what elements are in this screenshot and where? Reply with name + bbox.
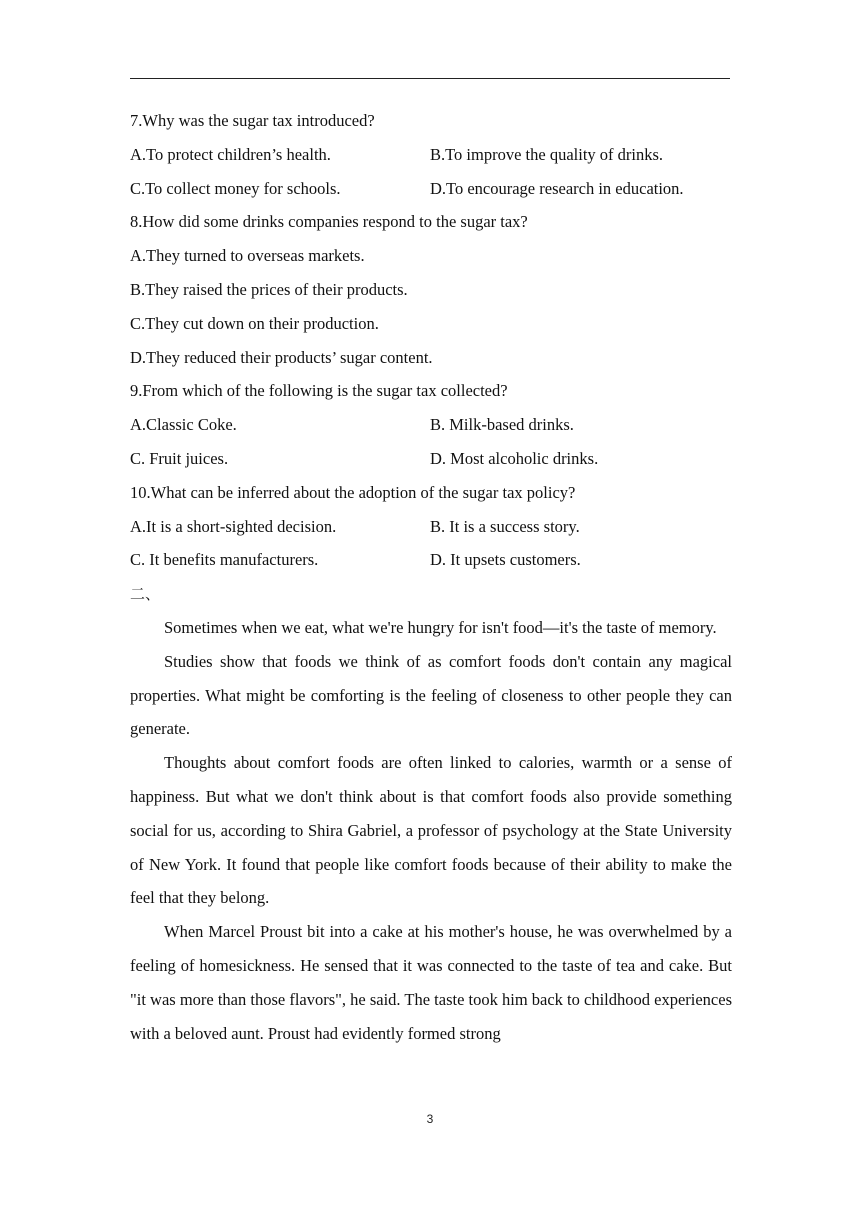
- question-7-stem: 7.Why was the sugar tax introduced?: [130, 111, 375, 130]
- question-10-stem: 10.What can be inferred about the adoption of the sugar tax policy?: [130, 482, 576, 502]
- option-c: C.To collect money for schools.: [130, 178, 341, 198]
- question-10-options-row-2: [130, 549, 732, 583]
- option-a: A.Classic Coke.: [130, 415, 237, 435]
- option-a: A.To protect children’s health.: [130, 144, 331, 164]
- option-b: B. It is a success story.: [430, 516, 580, 536]
- header-rule: [130, 78, 730, 79]
- question-7-options-row-1: [130, 144, 732, 178]
- question-9-stem: 9.From which of the following is the sugar tax collected?: [130, 381, 508, 401]
- option-d: D.To encourage research in education.: [430, 178, 684, 198]
- passage-paragraph: Studies show that foods we think of as comfort foods don't contain any magical properties. What might be comforting is the feeling of closeness to other people they can generate.: [130, 651, 732, 739]
- option-c: C. It benefits manufacturers.: [130, 550, 319, 570]
- option-a: A.It is a short-sighted decision.: [130, 516, 337, 536]
- page-number: 3: [426, 1112, 434, 1126]
- question-9-options-row-1: [130, 414, 732, 448]
- option-d: D.They reduced their products’ sugar content.: [130, 347, 433, 367]
- option-a: A.They turned to overseas markets.: [130, 246, 365, 266]
- option-b: B.They raised the prices of their products.: [130, 279, 408, 299]
- question-10-options-row-1: [130, 516, 732, 550]
- passage-paragraph: Thoughts about comfort foods are often linked to calories, warmth or a sense of happiness. But what we don't think about is that comfort foods also provide something social for us, according to Shira Gabriel, a professor of psychology at the State University of New York. It found that people like comfort foods because of their ability to make the feel that they belong.: [130, 753, 732, 908]
- option-c: C.They cut down on their production.: [130, 313, 379, 333]
- passage-paragraph: When Marcel Proust bit into a cake at his mother's house, he was overwhelmed by a feeling of homesickness. He sensed that it was connected to the taste of tea and cake. But "it was more than those flavors", he said. The taste took him back to childhood experiences with a beloved aunt. Proust had evidently formed strong: [130, 922, 732, 1043]
- page-content: [130, 110, 732, 1050]
- option-b: B. Milk-based drinks.: [430, 415, 574, 435]
- option-b: B.To improve the quality of drinks.: [430, 144, 664, 164]
- option-c: C. Fruit juices.: [130, 448, 229, 468]
- question-7-options-row-2: [130, 178, 732, 212]
- option-d: D. Most alcoholic drinks.: [430, 448, 599, 468]
- question-8-stem: 8.How did some drinks companies respond to the sugar tax?: [130, 212, 528, 232]
- option-d: D. It upsets customers.: [430, 550, 581, 570]
- section-heading: 二、: [130, 585, 161, 604]
- passage-paragraph: Sometimes when we eat, what we're hungry for isn't food—it's the taste of memory.: [164, 617, 717, 637]
- question-9-options-row-2: [130, 448, 732, 482]
